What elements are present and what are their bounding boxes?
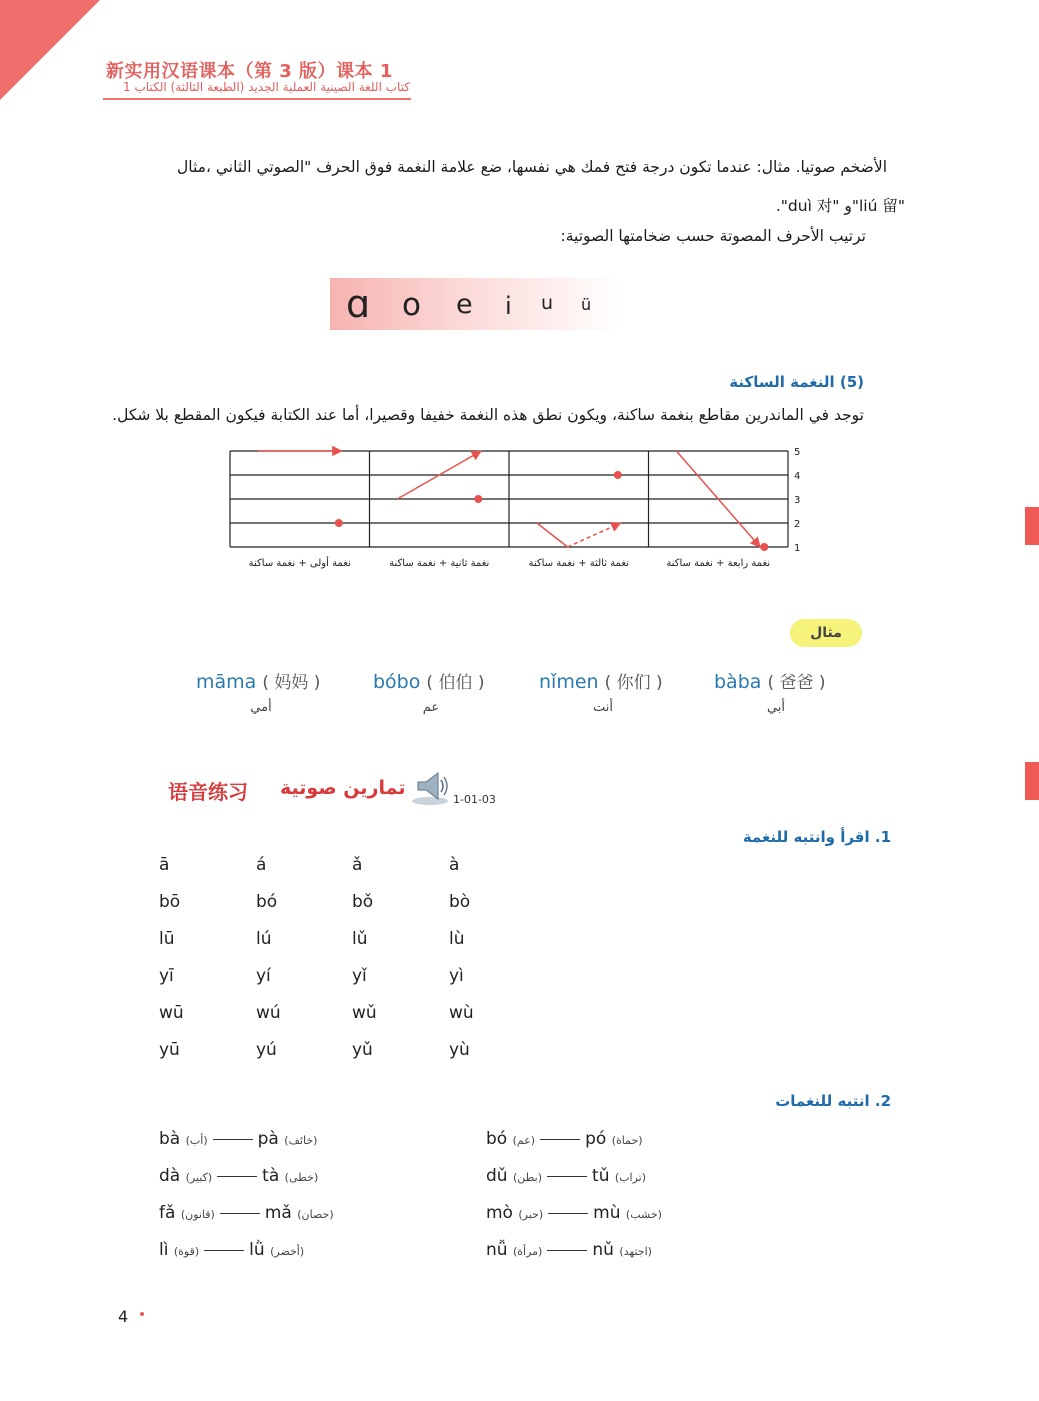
tone-contour — [568, 523, 621, 547]
page-number-dot — [140, 1312, 144, 1316]
tick-label: 5 — [794, 447, 801, 458]
vowel: u — [541, 292, 554, 314]
meaning-b: (حصان) — [297, 1208, 334, 1221]
intro-line-1: الأضخم صوتيا. مثال: عندما تكون درجة فتح فمك هي نفسها، ضع علامة النغمة فوق الحرف "الصوتي الثاني ،مثال — [176, 158, 887, 176]
syllable: á — [256, 855, 267, 875]
pair-dash — [217, 1176, 257, 1177]
syllable-b: pà — [257, 1129, 279, 1149]
syllable: lǔ — [352, 929, 368, 949]
syllable-a: dǔ — [486, 1166, 508, 1186]
syllable-a: fǎ — [159, 1203, 176, 1223]
panel-label: نغمة أولى + نغمة ساكنة — [248, 558, 351, 569]
syllable: yī — [159, 966, 174, 986]
syllable-a: dà — [159, 1166, 181, 1186]
tone-pair — [159, 1129, 317, 1149]
practice-title-arabic: تمارين صوتية — [280, 777, 406, 799]
syllable-a: mò — [486, 1203, 513, 1223]
meaning-b: (تراب) — [614, 1171, 647, 1184]
syllable: yǔ — [352, 1040, 373, 1060]
side-tab — [1025, 507, 1039, 545]
pair-dash — [204, 1250, 244, 1251]
vowel: o — [402, 287, 421, 323]
syllable: bó — [256, 892, 278, 912]
syllable: yì — [449, 966, 464, 986]
neutral-tone-dot — [760, 543, 768, 551]
pair-dash — [547, 1176, 587, 1177]
practice-title-chinese: 语音练习 — [168, 780, 248, 804]
header-divider — [103, 98, 411, 100]
meaning-a: (عم) — [512, 1134, 536, 1147]
neutral-tone-dot — [335, 519, 343, 527]
syllable-a: nǚ — [486, 1240, 508, 1260]
vowel: e — [456, 289, 473, 320]
tick-label: 4 — [794, 471, 801, 482]
example-pinyin: bóbo — [373, 671, 421, 693]
syllable-a: lì — [159, 1240, 169, 1260]
panel-label: نغمة رابعة + نغمة ساكنة — [666, 558, 771, 569]
neutral-tone-dot — [614, 471, 622, 479]
section-heading: (5) النغمة الساكنة — [729, 373, 864, 391]
syllable-b: pó — [585, 1129, 607, 1149]
syllable-b: lǜ — [249, 1240, 265, 1260]
meaning-a: (حبر) — [518, 1208, 544, 1221]
pair-dash — [220, 1213, 260, 1214]
tone-contour — [537, 523, 568, 547]
syllable: à — [449, 855, 460, 875]
meaning-b: (اجتهد) — [619, 1245, 652, 1258]
example-pinyin: nǐmen — [539, 671, 599, 693]
example-translation: أنت — [593, 700, 613, 715]
book-subtitle: كتاب اللغة الصينية العملية الجديد (الطبعة الثالثة) الكتاب 1 — [123, 80, 410, 94]
syllable: yū — [159, 1040, 180, 1060]
example-hanzi: ( 爸爸 ) — [767, 673, 826, 693]
exercise-1-heading: 1. اقرأ وانتبه للنغمة — [742, 828, 891, 846]
exercise-2-heading: 2. انتبه للنغمات — [775, 1092, 891, 1110]
example-translation: أبي — [766, 700, 786, 715]
example-pinyin: bàba — [714, 671, 762, 693]
meaning-b: (خائف) — [284, 1134, 318, 1147]
meaning-a: (بطن) — [512, 1171, 543, 1184]
tone-pair — [159, 1166, 318, 1186]
meaning-a: (قانون) — [180, 1208, 215, 1221]
syllable: wú — [256, 1003, 281, 1023]
syllable-b: tà — [262, 1166, 280, 1186]
syllable-b: mǎ — [264, 1203, 292, 1223]
intro-line-3: ترتيب الأحرف المصوتة حسب ضخامتها الصوتية: — [560, 227, 866, 245]
syllable: yú — [256, 1040, 277, 1060]
neutral-tone-diagram — [225, 445, 805, 580]
syllable: yǐ — [352, 966, 367, 986]
tick-label: 1 — [794, 543, 801, 554]
meaning-b: (حماة) — [611, 1134, 643, 1147]
example-translation: عم — [422, 700, 440, 715]
meaning-b: (خطى) — [284, 1171, 319, 1184]
vowel: i — [505, 292, 512, 320]
vowel: ü — [581, 295, 592, 314]
intro-line-2: ."duì 对" و"liú 留" — [775, 197, 905, 215]
syllable: ā — [159, 855, 170, 875]
audio-track-code: 1-01-03 — [453, 793, 496, 806]
syllable-a: bà — [159, 1129, 181, 1149]
meaning-b: (أخضر) — [270, 1245, 305, 1258]
syllable: wū — [159, 1003, 184, 1023]
example-label: مثال — [790, 619, 862, 647]
example-hanzi: ( 伯伯 ) — [426, 673, 485, 693]
example-word — [714, 668, 826, 693]
syllable-b: nǔ — [592, 1240, 614, 1260]
tone-pair — [486, 1203, 662, 1223]
vowel-order-band — [330, 278, 622, 330]
syllable: bǒ — [352, 892, 374, 912]
corner-decoration — [0, 0, 100, 100]
tone-pair — [486, 1240, 652, 1260]
pair-dash — [213, 1139, 253, 1140]
syllable: wù — [449, 1003, 474, 1023]
meaning-a: (قوة) — [173, 1245, 200, 1258]
example-pinyin: māma — [196, 671, 257, 693]
syllable: lú — [256, 929, 272, 949]
vowel: ɑ — [346, 282, 371, 326]
page-number: 4 — [118, 1307, 129, 1326]
section-paragraph: توجد في الماندرين مقاطع بنغمة ساكنة، ويكون نطق هذه النغمة خفيفا وقصيرا، أما عند الكتابة فيكون المقطع بلا شكل. — [112, 406, 864, 424]
syllable: bò — [449, 892, 471, 912]
meaning-a: (كبير) — [185, 1171, 213, 1184]
side-tab — [1025, 762, 1039, 800]
example-word — [373, 668, 485, 693]
syllable-b: tǔ — [592, 1166, 610, 1186]
panel-label: نغمة ثانية + نغمة ساكنة — [389, 558, 490, 569]
syllable: wǔ — [352, 1003, 377, 1023]
meaning-a: (أب) — [185, 1134, 208, 1147]
syllable: yù — [449, 1040, 470, 1060]
tone-pair — [159, 1203, 334, 1223]
book-title: 新实用汉语课本（第 3 版）课本 1 — [106, 61, 393, 82]
pair-dash — [540, 1139, 580, 1140]
panel-label: نغمة ثالثة + نغمة ساكنة — [528, 558, 629, 569]
tone-pair — [159, 1240, 304, 1260]
tick-label: 2 — [794, 519, 801, 530]
example-hanzi: ( 你们 ) — [604, 673, 663, 693]
tick-label: 3 — [794, 495, 801, 506]
meaning-a: (مرأة) — [512, 1245, 543, 1258]
neutral-tone-dot — [474, 495, 482, 503]
speaker-icon[interactable] — [410, 768, 450, 806]
syllable: lū — [159, 929, 175, 949]
syllable-b: mù — [593, 1203, 621, 1223]
example-translation: أمي — [250, 700, 272, 715]
meaning-b: (خشب) — [625, 1208, 662, 1221]
syllable: lù — [449, 929, 465, 949]
example-hanzi: ( 妈妈 ) — [262, 673, 321, 693]
pair-dash — [547, 1250, 587, 1251]
example-word — [196, 668, 320, 693]
syllable: yí — [256, 966, 271, 986]
syllable-a: bó — [486, 1129, 508, 1149]
syllable: ǎ — [352, 855, 363, 875]
syllable: bō — [159, 892, 181, 912]
tone-pair — [486, 1129, 643, 1149]
tone-pair — [486, 1166, 646, 1186]
example-word — [539, 668, 663, 693]
pair-dash — [548, 1213, 588, 1214]
